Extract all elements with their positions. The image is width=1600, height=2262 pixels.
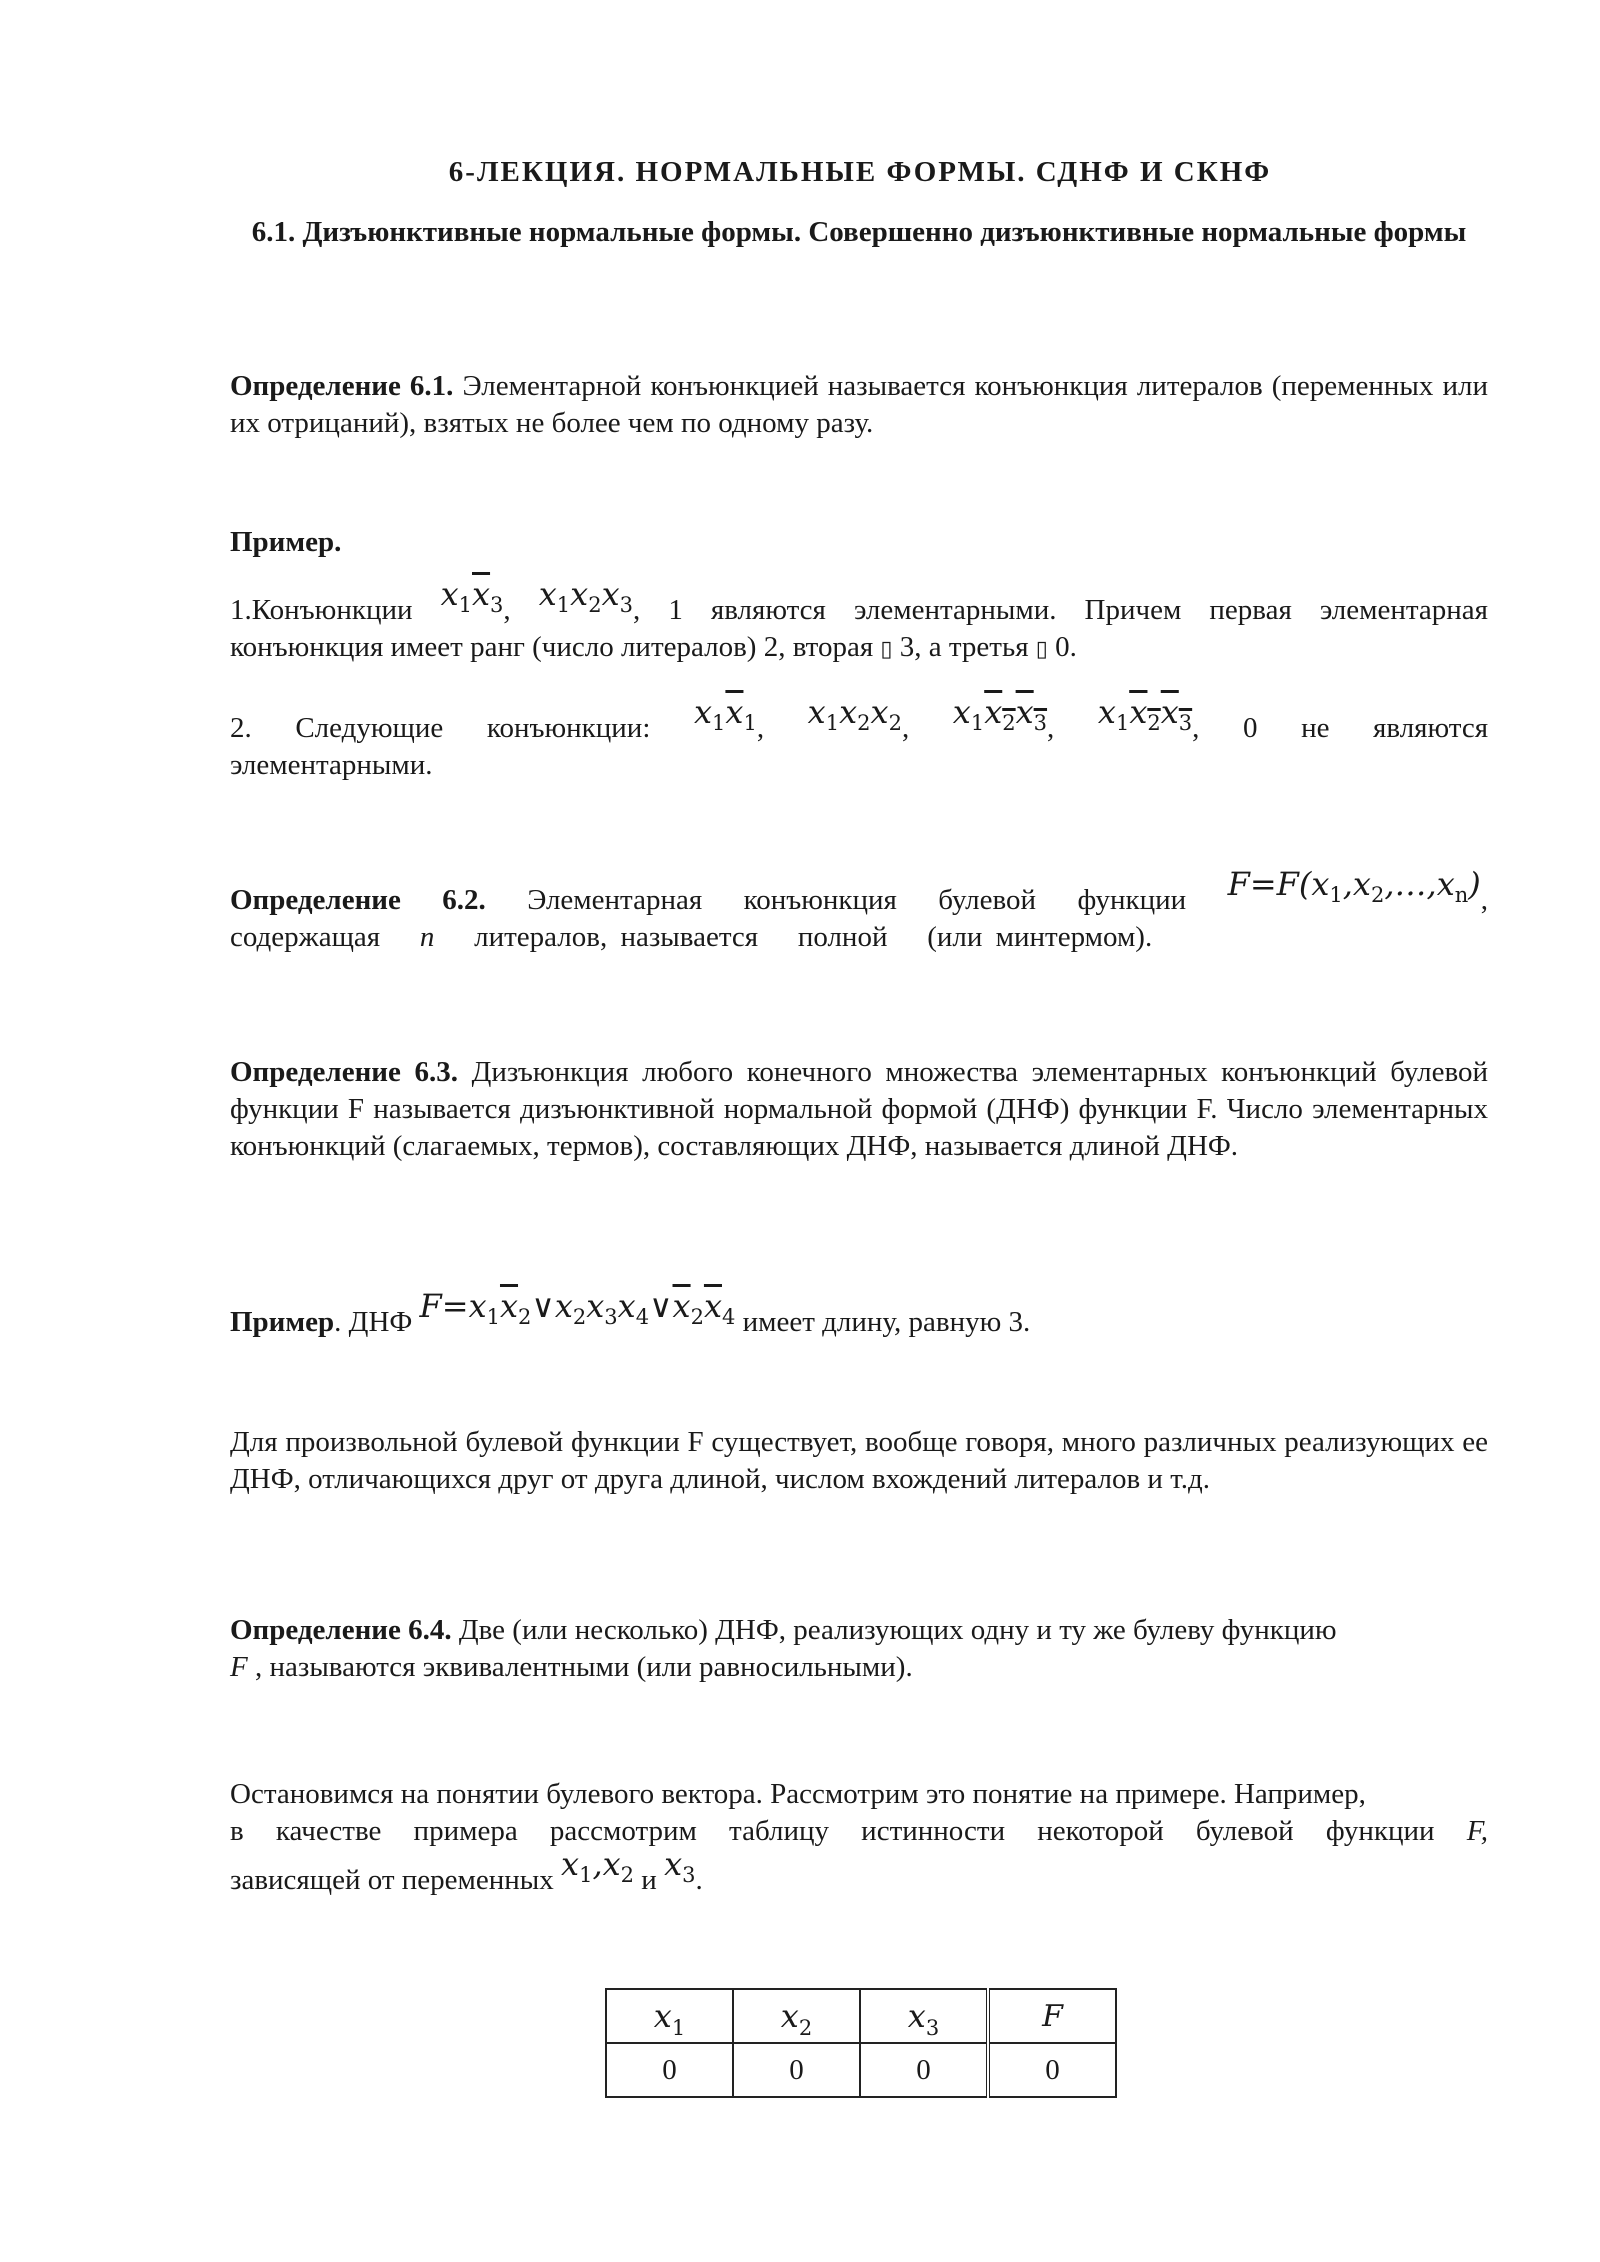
paragraph-line-text: . xyxy=(695,1864,703,1896)
definition-6-3 xyxy=(230,1054,1488,1165)
definition-text: (или минтермом). xyxy=(927,921,1153,953)
definition-text: , называются эквивалентными (или равносильными). xyxy=(247,1651,913,1683)
example-item-1-line2 xyxy=(230,629,1488,668)
formula-x1x2x3: $x_1x_2x_3$ xyxy=(538,575,634,617)
example-label-text: Пример xyxy=(230,1306,335,1338)
definition-label: Определение 6.3. xyxy=(230,1056,458,1088)
formula-x1-not-notx2x3: $x_1x_2x_3$ xyxy=(1097,693,1193,735)
formula-dnf: $F=x_1\overline{x}_2\vee x_2x_3x_4\vee\overline{x}_2\overline{x}_4$ xyxy=(419,1287,736,1329)
formula-x1-x2: $x_1,x_2$ xyxy=(561,1845,635,1887)
definition-text: Дизъюнкция любого конечного множества элементарных конъюнкций булевой функции F называется дизъюнктивной нормальной формой (ДНФ) функции F. Число элементарных конъюнкций (слагаемых, термов), составляющих ДНФ, называется длиной ДНФ. xyxy=(230,1056,1488,1162)
formula-F-of-x: $F=F(x_1,x_2,\dots,x_n)$ xyxy=(1227,865,1481,907)
example-item-2-start: 2. Следующие конъюнкции: xyxy=(230,712,651,744)
example-item-2-line1: 2. Следующие конъюнкции: $x_1\overline{x}_1$, $x_1x_2x_2$, $x_1x_2x_3$, $x_1x_2x_3$, 0 не являются xyxy=(230,693,1489,744)
truth-table-header: F xyxy=(988,1989,1116,2043)
definition-6-4 xyxy=(230,1612,1488,1686)
example-item-1-line2-b: 3, а третья xyxy=(892,631,1036,663)
paragraph-line-text: в качестве примера рассмотрим таблицу истинности некоторой булевой функции xyxy=(230,1815,1435,1847)
paragraph-line-text: и xyxy=(641,1864,657,1896)
example-item-2-line2: элементарными. xyxy=(230,749,433,781)
variable-F: F, xyxy=(1466,1815,1489,1847)
definition-6-1 xyxy=(230,368,1488,442)
definition-text: Элементарная конъюнкция булевой функции xyxy=(485,884,1187,916)
definition-6-2-line1: Определение 6.2. Элементарная конъюнкция булевой функции $F=F(x_1,x_2,\dots,x_n)$, xyxy=(230,865,1488,916)
example-item-1 xyxy=(230,575,1489,668)
paragraph-many-dnf: Для произвольной булевой функции F существует, вообще говоря, много различных реализующих ее ДНФ, отличающихся друг от друга длиной, числом вхождений литералов и т.д. xyxy=(230,1426,1488,1495)
formula-x1-not-x2x3: $x_1x_2x_3$ xyxy=(952,693,1048,735)
definition-6-2 xyxy=(230,865,1488,956)
example-label-text: Пример. xyxy=(230,526,342,558)
table-row xyxy=(606,2043,1116,2097)
example-label xyxy=(230,524,1488,561)
definition-text: Элементарной конъюнкцией называется конъюнкция литералов (переменных или их отрицаний), взятых не более чем по одному разу. xyxy=(230,370,1488,439)
section-heading: 6.1. Дизъюнктивные нормальные формы. Совершенно дизъюнктивные нормальные формы xyxy=(251,216,1467,248)
formula-x1-notx3: $x_1\overline{x}_3$ xyxy=(440,575,504,617)
formula-x1x2x2: $x_1x_2x_2$ xyxy=(807,693,902,735)
variable-n: n xyxy=(419,921,435,953)
paragraph-line xyxy=(230,1813,1488,1850)
truth-table xyxy=(605,1988,1117,2098)
definition-text: содержащая xyxy=(230,921,381,953)
example-item-1-line2-text: конъюнкция имеет ранг (число литералов) 2, вторая xyxy=(230,631,881,663)
example-item-1-start: 1.Конъюнкции xyxy=(230,594,441,626)
example-item-1-mid: , 1 являются элементарными. Причем первая элементарная xyxy=(633,594,1489,626)
example-item-1-line2-c: 0. xyxy=(1047,631,1077,663)
formula-x1-notx1: $x_1\overline{x}_1$ xyxy=(693,693,757,735)
definition-6-2-line2 xyxy=(230,919,1488,956)
definition-text: литералов, называется xyxy=(474,921,759,953)
example-prefix: . ДНФ xyxy=(334,1306,420,1338)
truth-table-cell: 0 xyxy=(733,2043,860,2097)
variable-F: F xyxy=(230,1651,248,1683)
paragraph-line-text: зависящей от переменных xyxy=(230,1864,562,1896)
truth-table-header-row xyxy=(606,1989,1116,2043)
definition-label: Определение 6.4. xyxy=(230,1614,452,1646)
example-suffix: имеет длину, равную 3. xyxy=(735,1306,1031,1338)
example-item-2-end: 0 не являются xyxy=(1243,712,1489,744)
definition-text: Две (или несколько) ДНФ, реализующих одну и ту же булеву функцию xyxy=(451,1614,1337,1646)
definition-label: Определение 6.1. xyxy=(230,370,454,402)
truth-table-cell: 0 xyxy=(860,2043,988,2097)
definition-text: полной xyxy=(797,921,888,953)
truth-table-header: $x_3$ xyxy=(860,1989,988,2043)
paragraph-boolean-vector xyxy=(230,1776,1488,1899)
page-title: 6-ЛЕКЦИЯ. НОРМАЛЬНЫЕ ФОРМЫ. СДНФ И СКНФ xyxy=(448,156,1272,188)
truth-table-cell: 0 xyxy=(606,2043,733,2097)
truth-table-header: $x_1$ xyxy=(606,1989,733,2043)
formula-x3: $x_3$ xyxy=(664,1845,696,1887)
definition-label: Определение 6.2. xyxy=(230,884,486,916)
example-item-2 xyxy=(230,693,1489,784)
paragraph-line xyxy=(230,1845,1488,1899)
placeholder-glyph: ▯ xyxy=(880,637,893,662)
example-item-1-line1: 1.Конъюнкции $x_1\overline{x}_3$, $x_1x_2x_3$, 1 являются элементарными. Причем первая элементарная xyxy=(230,575,1489,626)
truth-table-cell: 0 xyxy=(988,2043,1116,2097)
placeholder-glyph: ▯ xyxy=(1035,637,1048,662)
example-dnf xyxy=(230,1287,1488,1341)
paragraph-line: Остановимся на понятии булевого вектора. Рассмотрим это понятие на примере. Например, xyxy=(230,1778,1366,1810)
truth-table-header: $x_2$ xyxy=(733,1989,860,2043)
